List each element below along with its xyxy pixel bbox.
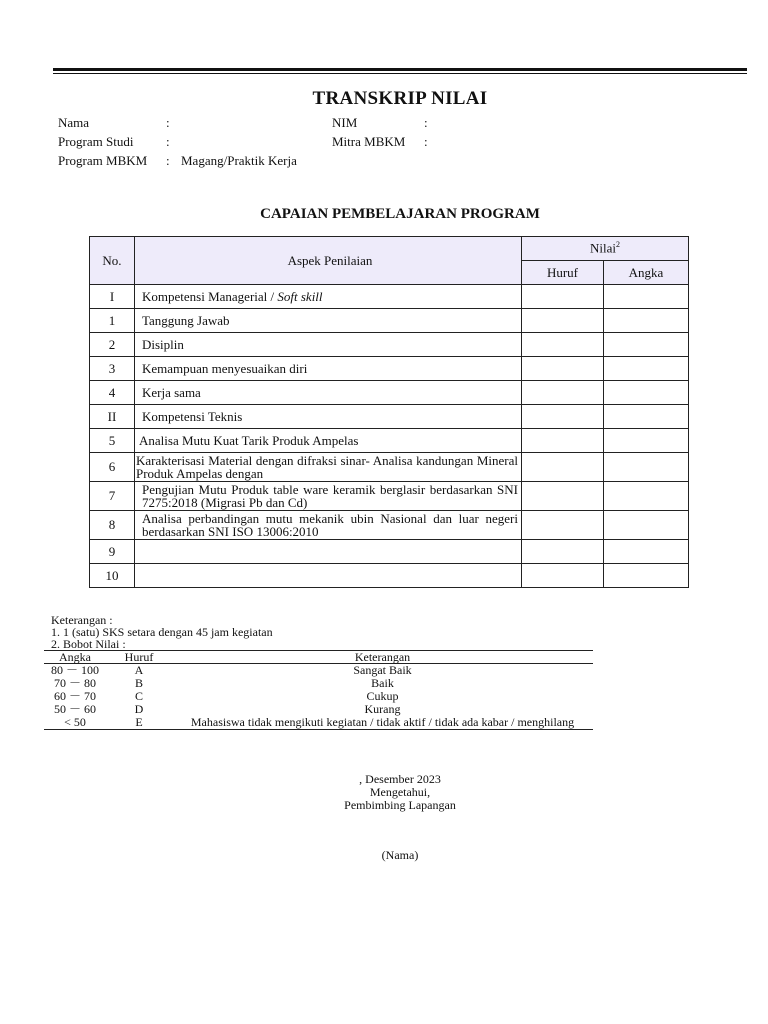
angka-cell[interactable] [604, 482, 689, 511]
header-nilai [522, 237, 689, 261]
grade-huruf: C [134, 689, 143, 703]
label-nama: Nama [58, 115, 90, 130]
colon-program-studi: : [166, 134, 170, 149]
row-no: 9 [90, 540, 135, 564]
label-program-studi: Program Studi [58, 134, 134, 149]
top-rule-thin [53, 73, 747, 74]
row-aspek: Kompetensi Teknis [135, 405, 522, 429]
colon-nama: : [166, 115, 170, 130]
row-aspek: Pengujian Mutu Produk table ware keramik berglasir berdasarkan SNI 7275:2018 (Migrasi Pb dan Cd) [135, 482, 522, 511]
huruf-cell[interactable] [522, 405, 604, 429]
row-no: II [90, 405, 135, 429]
signature-role: Pembimbing Lapangan [344, 798, 456, 812]
grade-keterangan: Kurang [364, 702, 401, 716]
table-row [90, 511, 689, 540]
assessment-table [89, 236, 689, 588]
row-aspek: Kemampuan menyesuaikan diri [135, 357, 522, 381]
row-no: 8 [90, 511, 135, 540]
angka-cell[interactable] [604, 453, 689, 482]
grade-keterangan: Mahasiswa tidak mengikuti kegiatan / tidak aktif / tidak ada kabar / menghilang [172, 716, 593, 730]
row-aspek-text: Kompetensi Managerial / [142, 288, 278, 304]
row-aspek [135, 285, 522, 309]
row-no: 5 [90, 429, 135, 453]
table-row [90, 405, 689, 429]
grade-huruf: E [106, 716, 172, 730]
table-row [90, 540, 689, 564]
huruf-cell[interactable] [522, 540, 604, 564]
document-title: TRANSKRIP NILAI [312, 88, 488, 109]
row-no: 10 [90, 564, 135, 588]
header-angka: Angka [604, 261, 689, 285]
colon-mitra-mbkm: : [424, 134, 428, 149]
grade-angka: 50 － 60 [53, 702, 96, 716]
signature-date: , Desember 2023 [359, 772, 441, 786]
grade-angka: 80 － 100 [50, 663, 99, 677]
angka-cell[interactable] [604, 511, 689, 540]
bobot-header-keterangan: Keterangan [172, 651, 593, 664]
grade-keterangan: Baik [371, 676, 394, 690]
row-aspek[interactable] [135, 540, 522, 564]
row-no: 2 [90, 333, 135, 357]
huruf-cell[interactable] [522, 482, 604, 511]
colon-nim: : [424, 115, 428, 130]
grade-keterangan: Sangat Baik [353, 663, 412, 677]
huruf-cell[interactable] [522, 453, 604, 482]
angka-cell[interactable] [604, 285, 689, 309]
row-no: 4 [90, 381, 135, 405]
bobot-header-huruf: Huruf [106, 651, 172, 664]
row-no: I [90, 285, 135, 309]
grade-weight-table [44, 650, 593, 730]
signature-mengetahui: Mengetahui, [369, 785, 431, 799]
row-aspek: Kerja sama [135, 381, 522, 405]
row-no: 1 [90, 309, 135, 333]
header-huruf: Huruf [522, 261, 604, 285]
grade-row [44, 716, 593, 730]
table-row [90, 309, 689, 333]
angka-cell[interactable] [604, 540, 689, 564]
value-program-mbkm: Magang/Praktik Kerja [181, 153, 297, 168]
row-no: 6 [90, 453, 135, 482]
grade-row [44, 677, 593, 690]
row-aspek: Karakterisasi Material dengan difraksi sinar- Analisa kandungan Mineral Produk Ampelas dengan [135, 453, 522, 482]
table-row [90, 333, 689, 357]
huruf-cell[interactable] [522, 564, 604, 588]
label-program-mbkm: Program MBKM [58, 153, 148, 168]
huruf-cell[interactable] [522, 285, 604, 309]
angka-cell[interactable] [604, 309, 689, 333]
header-aspek: Aspek Penilaian [135, 237, 522, 285]
notes-line-2: 2. Bobot Nilai : [51, 637, 126, 651]
table-row [90, 564, 689, 588]
row-aspek: Disiplin [135, 333, 522, 357]
table-row [90, 453, 689, 482]
top-rule-thick [53, 68, 747, 71]
angka-cell[interactable] [604, 381, 689, 405]
row-aspek[interactable] [135, 564, 522, 588]
row-no: 7 [90, 482, 135, 511]
row-aspek: Tanggung Jawab [135, 309, 522, 333]
angka-cell[interactable] [604, 405, 689, 429]
angka-cell[interactable] [604, 357, 689, 381]
row-aspek: Analisa perbandingan mutu mekanik ubin Nasional dan luar negeri berdasarkan SNI ISO 13006:2010 [135, 511, 522, 540]
huruf-cell[interactable] [522, 357, 604, 381]
notes-line-1: 1. 1 (satu) SKS setara dengan 45 jam kegiatan [51, 625, 273, 639]
header-nilai-text: Nilai [590, 240, 616, 256]
label-nim: NIM [332, 115, 358, 130]
grade-row [44, 690, 593, 703]
grade-keterangan: Cukup [366, 689, 399, 703]
grade-angka: < 50 [44, 716, 106, 730]
row-aspek-italic: Soft skill [277, 288, 323, 304]
notes-heading: Keterangan : [51, 613, 113, 627]
row-no: 3 [90, 357, 135, 381]
section-title: CAPAIAN PEMBELAJARAN PROGRAM [260, 206, 540, 222]
label-mitra-mbkm: Mitra MBKM [332, 134, 406, 149]
huruf-cell[interactable] [522, 511, 604, 540]
angka-cell[interactable] [604, 564, 689, 588]
grade-huruf: B [134, 676, 143, 690]
signature-name: (Nama) [381, 848, 419, 862]
grade-huruf: A [134, 663, 144, 677]
colon-program-mbkm: : [166, 153, 170, 168]
header-nilai-sup: 2 [616, 240, 620, 250]
header-no: No. [90, 237, 135, 285]
row-aspek: Analisa Mutu Kuat Tarik Produk Ampelas [135, 429, 522, 453]
huruf-cell[interactable] [522, 333, 604, 357]
angka-cell[interactable] [604, 333, 689, 357]
huruf-cell[interactable] [522, 381, 604, 405]
table-row [90, 381, 689, 405]
bobot-header-angka: Angka [44, 651, 106, 664]
table-row [90, 429, 689, 453]
table-row [90, 357, 689, 381]
grade-angka: 70 － 80 [53, 676, 96, 690]
grade-huruf: D [134, 702, 144, 716]
angka-cell[interactable] [604, 429, 689, 453]
grade-angka: 60 － 70 [53, 689, 96, 703]
huruf-cell[interactable] [522, 429, 604, 453]
grade-row [44, 664, 593, 678]
table-row [90, 482, 689, 511]
huruf-cell[interactable] [522, 309, 604, 333]
table-row [90, 285, 689, 309]
